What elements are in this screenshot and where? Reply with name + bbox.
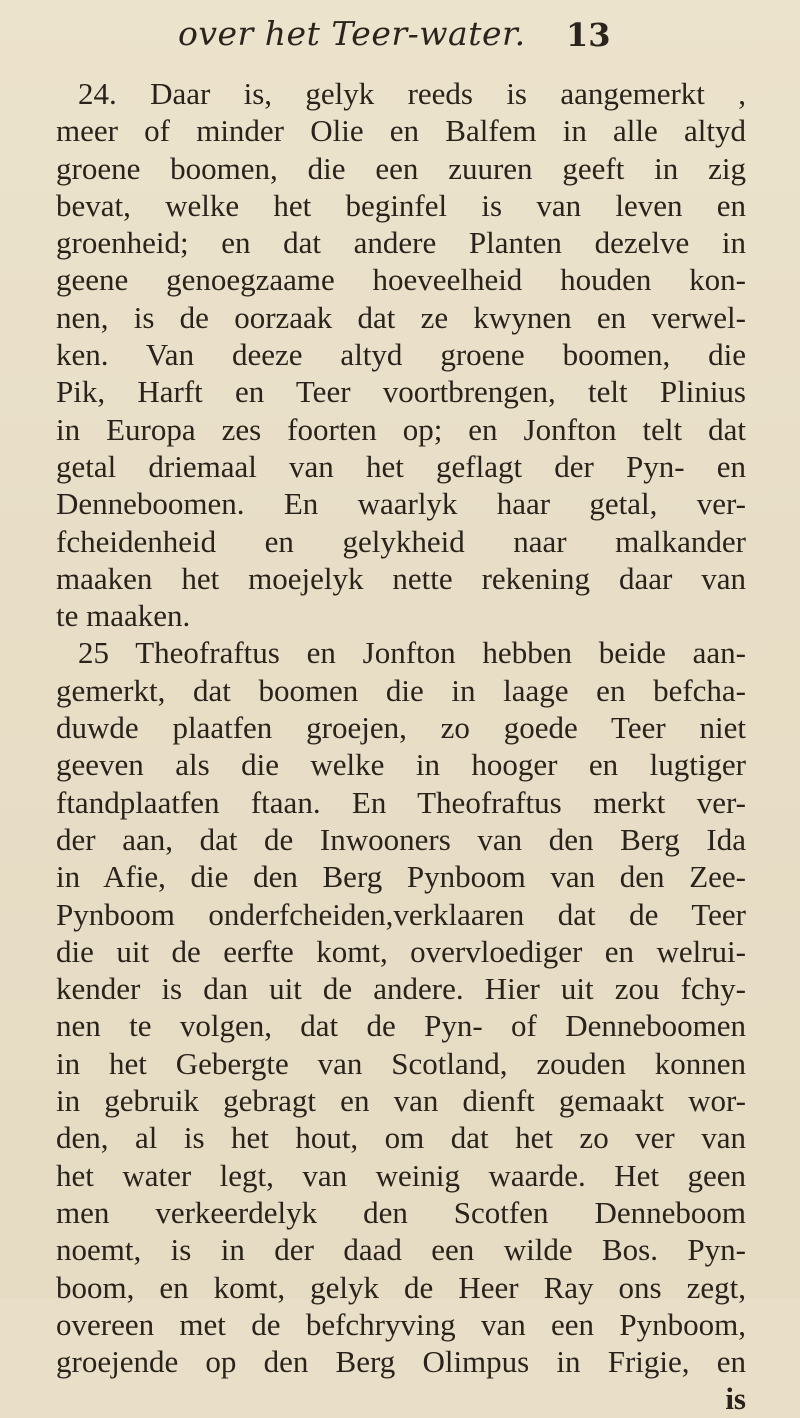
text-line: maaken het moejelyk nette rekening daar van xyxy=(56,560,746,596)
text-line: geeven als die welke in hooger en lugtiger xyxy=(56,747,746,783)
text-line: in het Gebergte van Scotland, zouden konnen xyxy=(56,1045,746,1081)
text-line: in Afie, die den Berg Pynboom van den Zee- xyxy=(56,859,746,895)
text-line: groejende op den Berg Olimpus in Frigie, en xyxy=(56,1344,746,1380)
catchword: is xyxy=(725,1381,746,1417)
text-line: Pik, Harft en Teer voortbrengen, telt Plinius xyxy=(56,374,746,410)
text-line: noemt, is in der daad een wilde Bos. Pyn- xyxy=(56,1232,746,1268)
text-line: 25 Theofraftus en Jonfton hebben beide aan- xyxy=(78,635,746,671)
text-line: ftandplaatfen ftaan. En Theofraftus merkt ver- xyxy=(56,784,746,820)
text-line: groenheid; en dat andere Planten dezelve in xyxy=(56,225,746,261)
body-text xyxy=(56,75,746,1418)
text-line: geene genoegzaame hoeveelheid houden kon- xyxy=(56,262,746,298)
text-line: men verkeerdelyk den Scotfen Denneboom xyxy=(56,1194,746,1230)
text-line: getal driemaal van het geflagt der Pyn- en xyxy=(56,448,746,484)
text-line: den, al is het hout, om dat het zo ver van xyxy=(56,1120,746,1156)
text-line: 24. Daar is, gelyk reeds is aangemerkt , xyxy=(78,76,746,111)
text-line: het water legt, van weinig waarde. Het geen xyxy=(56,1157,746,1193)
text-line: ken. Van deeze altyd groene boomen, die xyxy=(56,337,746,373)
text-line: duwde plaatfen groejen, zo goede Teer niet xyxy=(56,710,746,746)
text-line: in gebruik gebragt en van dienft gemaakt wor- xyxy=(56,1083,746,1119)
page-header xyxy=(0,14,800,64)
text-line: die uit de eerfte komt, overvloediger en welrui- xyxy=(56,933,746,969)
text-line: gemerkt, dat boomen die in laage en befcha- xyxy=(56,672,746,708)
page-number: 13 xyxy=(566,16,611,54)
text-line: der aan, dat de Inwooners van den Berg Ida xyxy=(56,821,746,857)
running-title: over het Teer-water. xyxy=(178,14,526,53)
text-line: te maaken. xyxy=(56,598,191,634)
text-line: boom, en komt, gelyk de Heer Ray ons zegt, xyxy=(56,1269,746,1305)
text-line: fcheidenheid en gelykheid naar malkander xyxy=(56,523,746,559)
text-line: groene boomen, die een zuuren geeft in zig xyxy=(56,150,746,186)
text-line: overeen met de befchryving van een Pynboom, xyxy=(56,1306,746,1342)
text-line: Denneboomen. En waarlyk haar getal, ver- xyxy=(56,486,746,522)
text-line: nen, is de oorzaak dat ze kwynen en verwel- xyxy=(56,299,746,335)
text-line: in Europa zes foorten op; en Jonfton telt dat xyxy=(56,411,746,447)
text-line: kender is dan uit de andere. Hier uit zou fchy- xyxy=(56,971,746,1007)
text-line: Pynboom onderfcheiden,verklaaren dat de Teer xyxy=(56,896,746,932)
text-line: bevat, welke het beginfel is van leven en xyxy=(56,187,746,223)
text-line: nen te volgen, dat de Pyn- of Denneboomen xyxy=(56,1008,746,1044)
text-line: meer of minder Olie en Balfem in alle altyd xyxy=(56,113,746,149)
